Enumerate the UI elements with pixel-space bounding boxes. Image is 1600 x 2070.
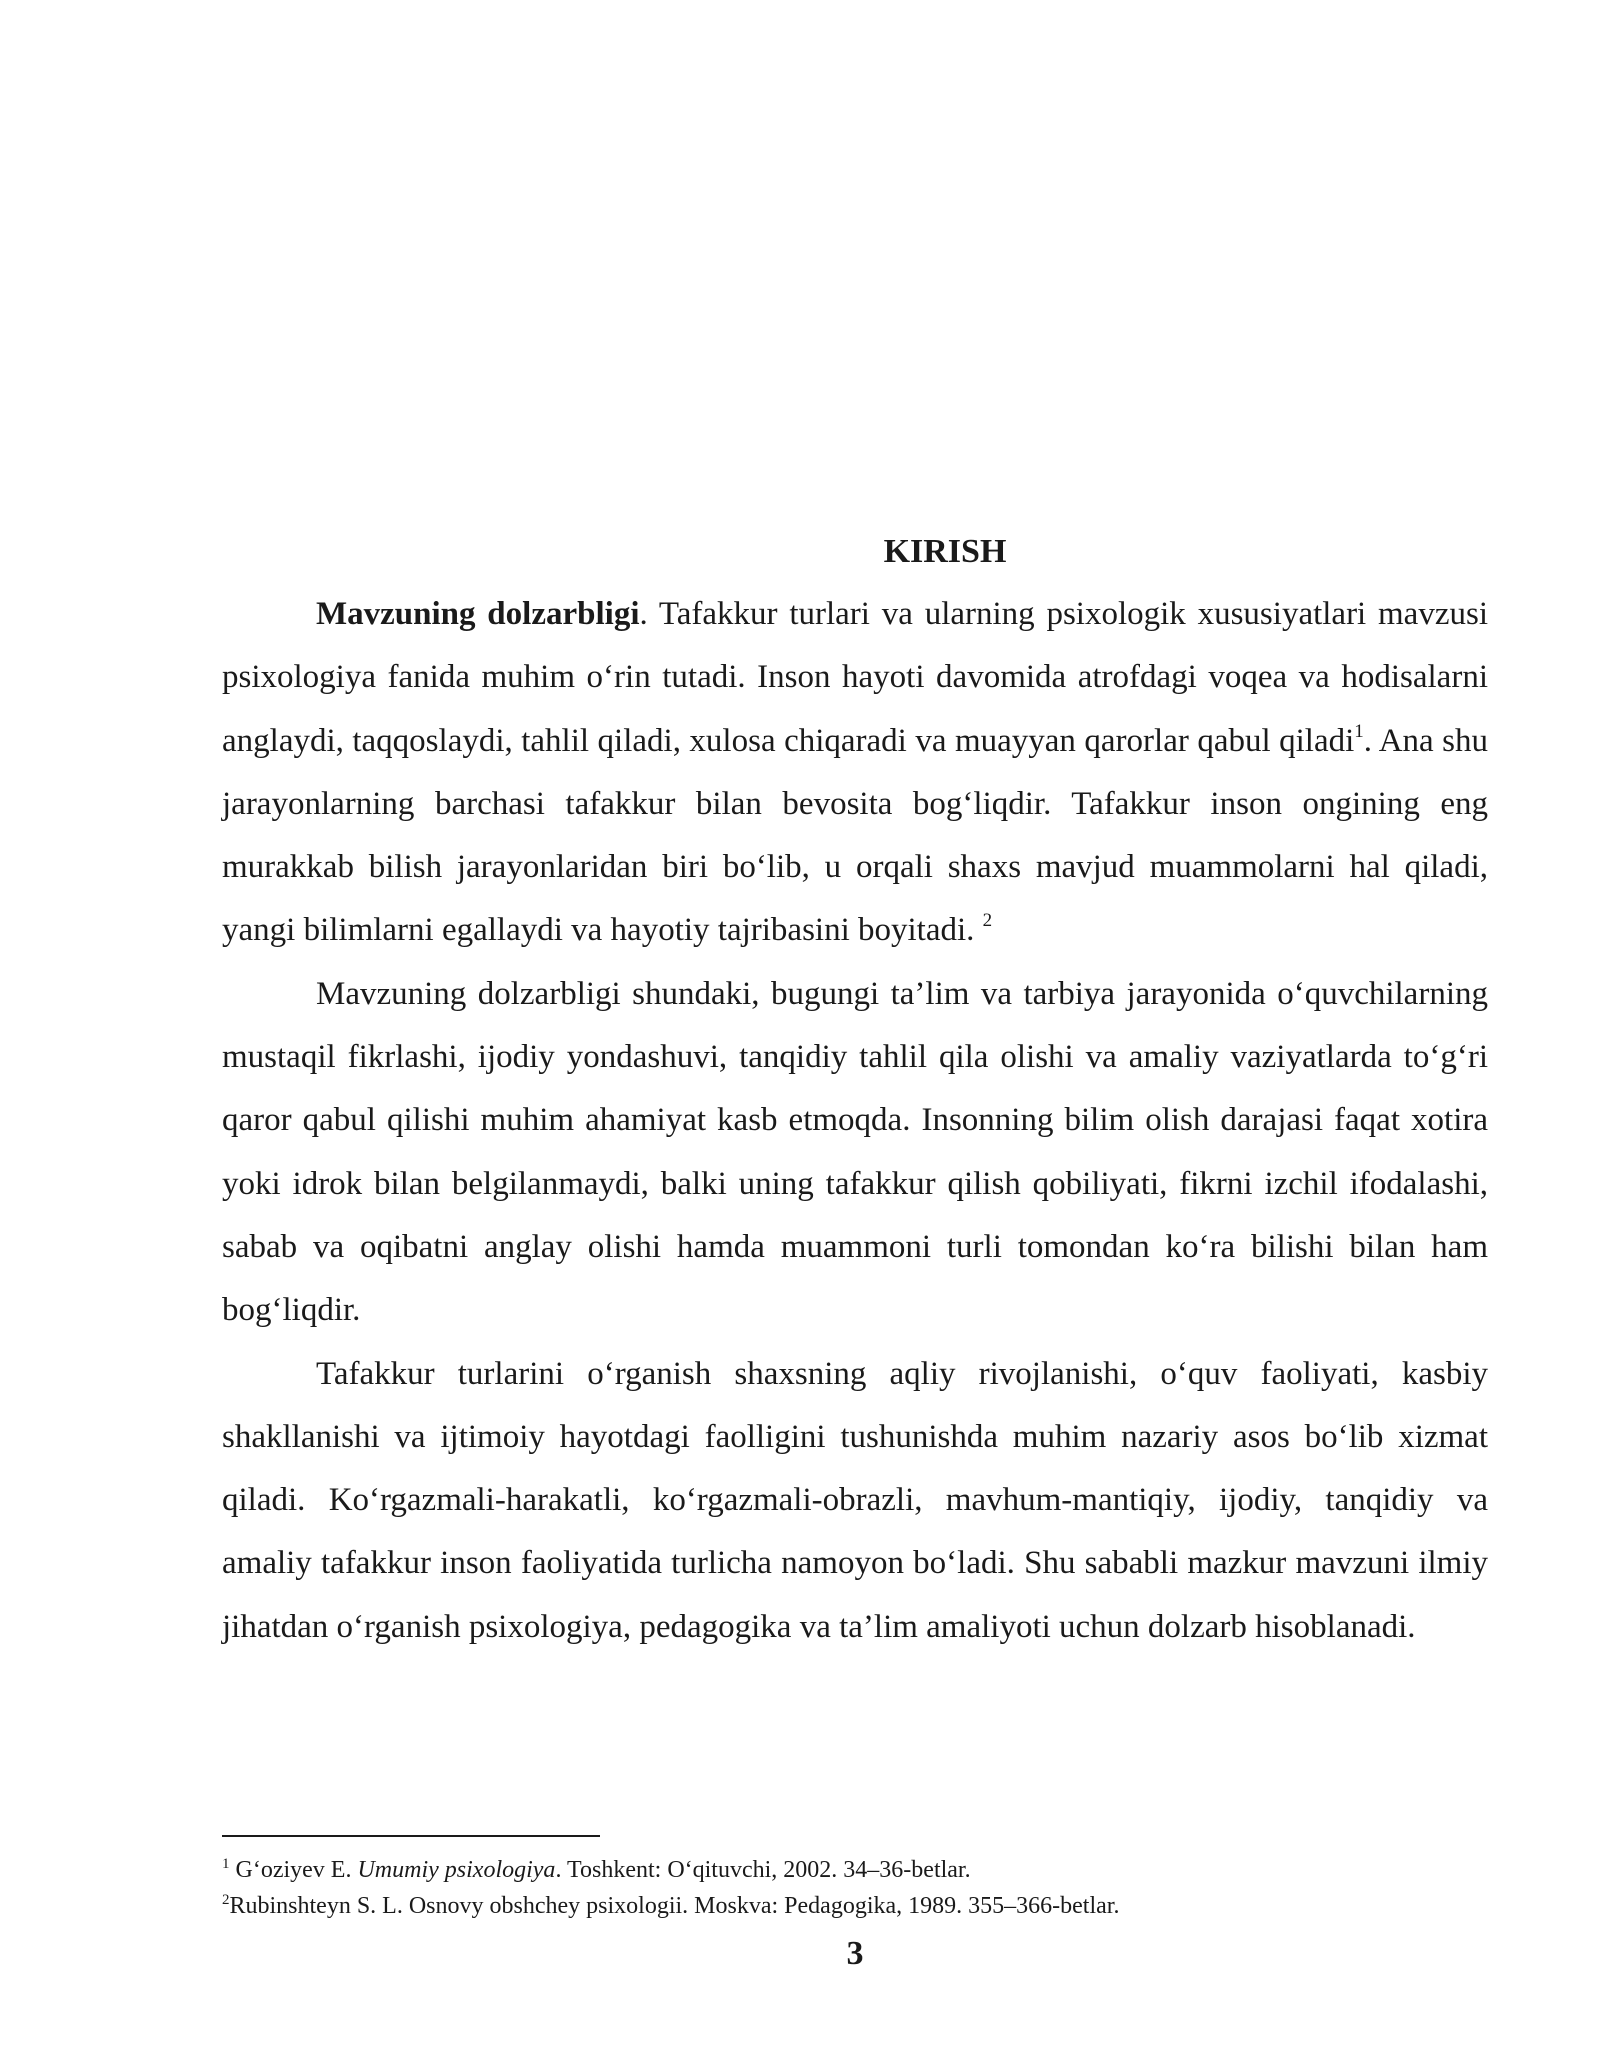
page-number: 3 [846, 1935, 864, 1972]
footnote-book-title: Umumiy psixologiya [357, 1857, 556, 1883]
footnote-reference-2[interactable]: 2 [982, 910, 993, 932]
paragraph-thinking-types: Tafakkur turlarini o‘rganish shaxsning aqliy rivojlanishi, o‘quv faoliyati, kasbiy shakllanishi va ijtimoiy hayotdagi faolligini tushunishda muhim nazariy asos bo‘lib xizmat qiladi. Ko‘rgazmali-harakatli, ko‘rgazmali-obrazli, mavhum-mantiqiy, ijodiy, tanqidiy va amaliy tafakkur inson faoliyatida turlicha namoyon bo‘ladi. Shu sababli mazkur mavzuni ilmiy jihatdan o‘rganish psixologiya, pedagogika va ta’lim amaliyoti uchun dolzarb hisoblanadi. [222, 1355, 1488, 1645]
footnote-2 [222, 1888, 1488, 1924]
footnote-1 [222, 1852, 1488, 1888]
paragraph-lead: Mavzuning dolzarbligi [316, 596, 640, 632]
page-title: KIRISH [883, 533, 1007, 570]
footnote-text: Rubinshteyn S. L. Osnovy obshchey psixologii. Moskva: Pedagogika, 1989. 355–366-betlar. [229, 1893, 1120, 1919]
paragraph-text: . Ana shu jarayonlarning barchasi tafakkur bilan bevosita bog‘liqdir. Tafakkur inson ongining eng murakkab bilish jarayonlaridan biri bo‘lib, u orqali shaxs mavjud muammolarni hal qiladi, yangi bilimlarni egallaydi va hayotiy tajribasini boyitadi. [222, 722, 1488, 949]
main-body [222, 520, 1488, 1659]
footnote-marker-2: 2 [222, 1892, 230, 1908]
footnote-text: . Toshkent: O‘qituvchi, 2002. 34–36-betlar. [555, 1857, 971, 1883]
footnote-reference-1[interactable]: 1 [1354, 720, 1364, 742]
footnote-text: G‘oziyev E. [229, 1857, 358, 1883]
paragraph-relevance [222, 583, 1488, 963]
footnote-divider [222, 1835, 600, 1837]
paragraph-education: Mavzuning dolzarbligi shundaki, bugungi ta’lim va tarbiya jarayonida o‘quvchilarning mustaqil fikrlashi, ijodiy yondashuvi, tanqidiy tahlil qila olishi va amaliy vaziyatlarda to‘g‘ri qaror qabul qilishi muhim ahamiyat kasb etmoqda. Insonning bilim olish darajasi faqat xotira yoki idrok bilan belgilanmaydi, balki uning tafakkur qilish qobiliyati, fikrni izchil ifodalashi, sabab va oqibatni anglay olishi hamda muammoni turli tomondan ko‘ra bilishi bilan ham bog‘liqdir. [222, 975, 1488, 1329]
footnote-marker-1: 1 [222, 1856, 230, 1872]
footnotes [222, 1852, 1488, 1924]
paragraph-text: . Tafakkur turlari va ularning psixologik xususiyatlari mavzusi psixologiya fanida muhim o‘rin tutadi. Inson hayoti davomida atrofdagi voqea va hodisalarni anglaydi, taqqoslaydi, tahlil qiladi, xulosa chiqaradi va muayyan qarorlar qabul qiladi [222, 596, 1488, 759]
